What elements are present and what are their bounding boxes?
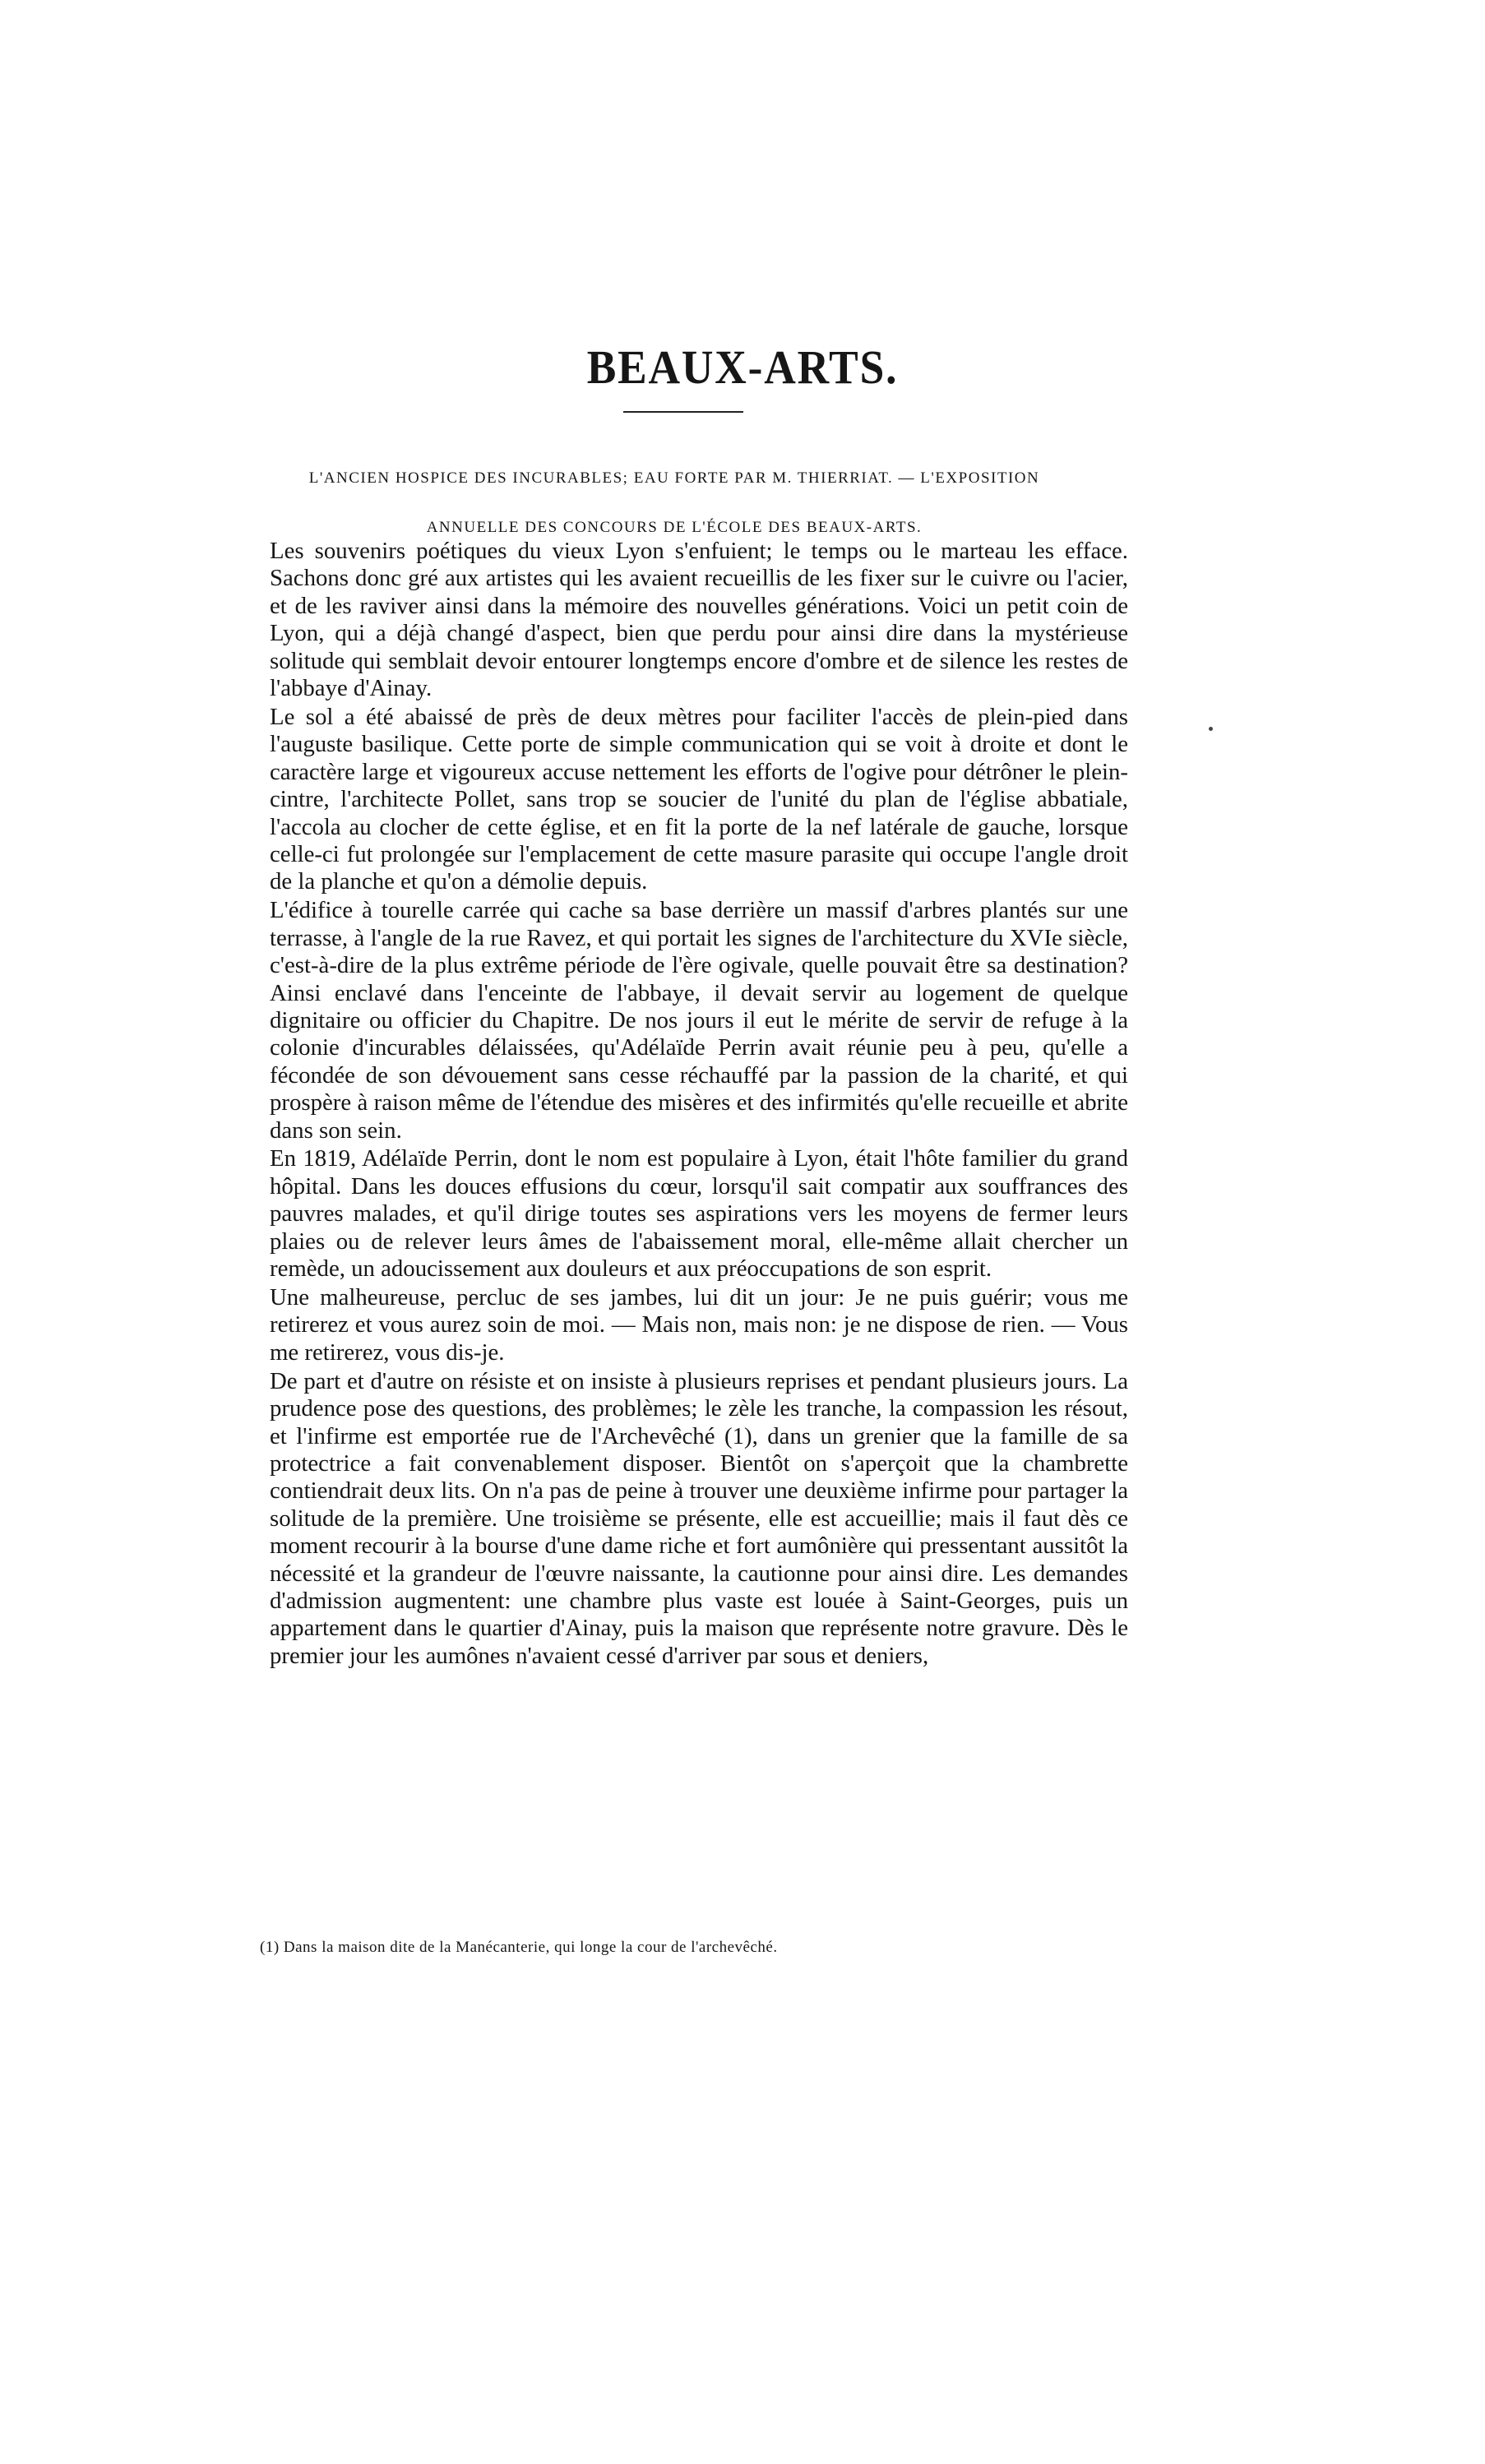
paragraph-2: Le sol a été abaissé de près de deux mètres pour faciliter l'accès de plein-pied dans l'auguste basilique. Cette porte de simple communication qui se voit à droite et dont le caractère large et vigoureux accuse nettement les efforts de l'ogive pour détrôner le plein-cintre, l'architecte Pollet, sans trop se soucier de l'unité du plan de l'église abbatiale, l'accola au clocher de cette église, et en fit la porte de la nef latérale de gauche, lorsque celle-ci fut prolongée sur l'emplacement de cette masure parasite qui occupe l'angle droit de la planche et qu'on a démolie depuis. bbox=[270, 703, 1128, 895]
paragraph-1: Les souvenirs poétiques du vieux Lyon s'enfuient; le temps ou le marteau les efface. Sachons donc gré aux artistes qui les avaient recueillis de les fixer sur le cuivre ou l'acier, et de les raviver ainsi dans la mémoire des nouvelles générations. Voici un petit coin de Lyon, qui a déjà changé d'aspect, bien que perdu pour ainsi dire dans la mystérieuse solitude qui semblait devoir entourer longtemps encore d'ombre et de silence les restes de l'abbaye d'Ainay. bbox=[270, 538, 1128, 702]
title-divider bbox=[623, 411, 743, 413]
paragraph-3: L'édifice à tourelle carrée qui cache sa base derrière un massif d'arbres plantés sur une terrasse, à l'angle de la rue Ravez, et qui portait les signes de l'architecture du XVIe siècle, c'est-à-dire de la plus extrême période de l'ère ogivale, quelle pouvait être sa destination? Ainsi enclavé dans l'enceinte de l'abbaye, il devait servir au logement de quelque dignitaire ou officier du Chapitre. De nos jours il eut le mérite de servir de refuge à la colonie d'incurables délaissées, qu'Adélaïde Perrin avait réunie peu à peu, qu'elle a fécondée de son dévouement sans cesse réchauffé par la passion de la charité, et qui prospère à raison même de l'étendue des misères et des infirmités qu'elle recueille et abrite dans son sein. bbox=[270, 897, 1128, 1144]
footnote: (1) Dans la maison dite de la Manécanterie, qui longe la cour de l'archevêché. bbox=[260, 1939, 778, 1956]
article-body bbox=[270, 538, 1128, 1671]
paragraph-5: Une malheureuse, percluc de ses jambes, lui dit un jour: Je ne puis guérir; vous me retirerez et vous aurez soin de moi. — Mais non, mais non: je ne dispose de rien. — Vous me retirerez, vous dis-je. bbox=[270, 1283, 1128, 1366]
subtitle-line-1: L'ANCIEN HOSPICE DES INCURABLES; EAU FORTE PAR M. THIERRIAT. — L'EXPOSITION bbox=[308, 469, 1040, 487]
paragraph-4: En 1819, Adélaïde Perrin, dont le nom est populaire à Lyon, était l'hôte familier du grand hôpital. Dans les douces effusions du cœur, lorsqu'il sait compatir aux souffrances des pauvres malades, et qu'il dirige toutes ses aspirations vers les moyens de fermer leurs plaies ou de relever leurs âmes de l'abaissement moral, elle-même allait chercher un remède, un adoucissement aux douleurs et aux préoccupations de son esprit. bbox=[270, 1145, 1128, 1283]
ink-speck bbox=[1209, 727, 1213, 731]
subtitle-line-2: ANNUELLE DES CONCOURS DE L'ÉCOLE DES BEAUX-ARTS. bbox=[426, 519, 923, 536]
paragraph-6: De part et d'autre on résiste et on insiste à plusieurs reprises et pendant plusieurs jours. La prudence pose des questions, des problèmes; le zèle les tranche, la compassion les résout, et l'infirme est emportée rue de l'Archevêché (1), dans un grenier que la famille de sa protectrice a fait convenablement disposer. Bientôt on s'aperçoit que la chambrette contiendrait deux lits. On n'a pas de peine à trouver une deuxième infirme pour partager la solitude de la première. Une troisième se présente, elle est accueillie; mais il faut dès ce moment recourir à la bourse d'une dame riche et fort aumônière qui pressentant aussitôt la nécessité et la grandeur de l'œuvre naissante, la cautionne pour ainsi dire. Les demandes d'admission augmentent: une chambre plus vaste est louée à Saint-Georges, puis un appartement dans le quartier d'Ainay, puis la maison que représente notre gravure. Dès le premier jour les aumônes n'avaient cessé d'arriver par sous et deniers, bbox=[270, 1367, 1128, 1669]
page-title: BEAUX-ARTS. bbox=[586, 340, 899, 394]
